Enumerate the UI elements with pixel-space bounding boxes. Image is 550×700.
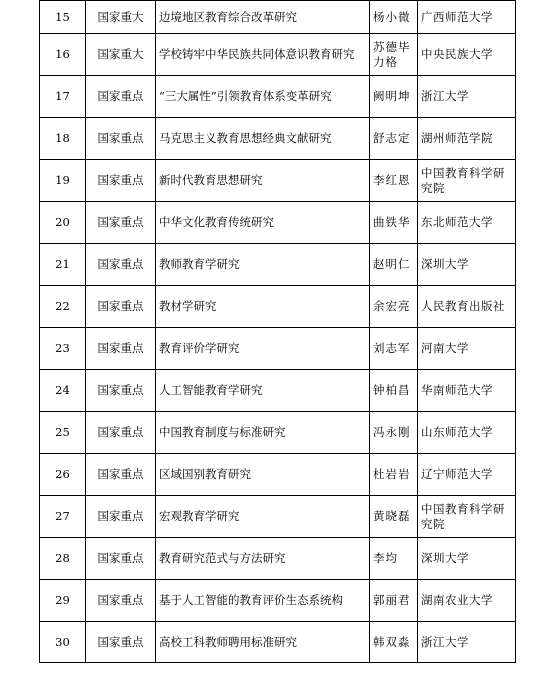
row-number: 22	[40, 286, 86, 328]
table-row	[40, 454, 516, 496]
table-row	[40, 202, 516, 244]
institution: 辽宁师范大学	[418, 454, 516, 496]
institution: 湖州师范学院	[418, 118, 516, 160]
row-number: 19	[40, 160, 86, 202]
project-type: 国家重点	[86, 202, 156, 244]
project-title: 教育评价学研究	[156, 328, 370, 370]
principal-investigator: 黄晓磊	[370, 496, 418, 538]
project-title: 基于人工智能的教育评价生态系统构	[156, 580, 370, 622]
row-number: 15	[40, 1, 86, 34]
table-row	[40, 538, 516, 580]
row-number: 24	[40, 370, 86, 412]
row-number: 30	[40, 622, 86, 663]
table-row	[40, 160, 516, 202]
table-row	[40, 580, 516, 622]
project-title: 高校工科教师聘用标准研究	[156, 622, 370, 663]
row-number: 27	[40, 496, 86, 538]
row-number: 20	[40, 202, 86, 244]
table-row	[40, 370, 516, 412]
institution: 华南师范大学	[418, 370, 516, 412]
table-row	[40, 412, 516, 454]
principal-investigator: 李红恩	[370, 160, 418, 202]
table-row	[40, 76, 516, 118]
project-title: 边境地区教育综合改革研究	[156, 1, 370, 34]
project-title: “三大属性”引领教育体系变革研究	[156, 76, 370, 118]
project-title: 中华文化教育传统研究	[156, 202, 370, 244]
principal-investigator: 余宏亮	[370, 286, 418, 328]
principal-investigator: 苏德毕力格	[370, 34, 418, 76]
table-row	[40, 286, 516, 328]
project-title: 中国教育制度与标准研究	[156, 412, 370, 454]
institution: 东北师范大学	[418, 202, 516, 244]
row-number: 18	[40, 118, 86, 160]
principal-investigator: 冯永刚	[370, 412, 418, 454]
project-type: 国家重点	[86, 538, 156, 580]
project-type: 国家重点	[86, 370, 156, 412]
institution: 浙江大学	[418, 76, 516, 118]
row-number: 16	[40, 34, 86, 76]
project-type: 国家重点	[86, 244, 156, 286]
row-number: 21	[40, 244, 86, 286]
institution: 中国教育科学研究院	[418, 496, 516, 538]
row-number: 29	[40, 580, 86, 622]
principal-investigator: 舒志定	[370, 118, 418, 160]
principal-investigator: 李均	[370, 538, 418, 580]
institution: 中国教育科学研究院	[418, 160, 516, 202]
project-type: 国家重点	[86, 118, 156, 160]
institution: 深圳大学	[418, 538, 516, 580]
table-row	[40, 496, 516, 538]
project-type: 国家重点	[86, 580, 156, 622]
table-row	[40, 34, 516, 76]
project-title: 教育研究范式与方法研究	[156, 538, 370, 580]
table-row	[40, 1, 516, 34]
project-type: 国家重点	[86, 622, 156, 663]
project-title: 宏观教育学研究	[156, 496, 370, 538]
institution: 山东师范大学	[418, 412, 516, 454]
row-number: 26	[40, 454, 86, 496]
project-type: 国家重点	[86, 454, 156, 496]
project-title: 人工智能教育学研究	[156, 370, 370, 412]
row-number: 28	[40, 538, 86, 580]
principal-investigator: 钟柏昌	[370, 370, 418, 412]
project-title: 新时代教育思想研究	[156, 160, 370, 202]
principal-investigator: 杜岩岩	[370, 454, 418, 496]
institution: 中央民族大学	[418, 34, 516, 76]
project-title: 学校铸牢中华民族共同体意识教育研究	[156, 34, 370, 76]
project-type: 国家重大	[86, 1, 156, 34]
project-type: 国家重点	[86, 76, 156, 118]
principal-investigator: 杨小微	[370, 1, 418, 34]
project-type: 国家重大	[86, 34, 156, 76]
principal-investigator: 刘志军	[370, 328, 418, 370]
project-type: 国家重点	[86, 160, 156, 202]
project-title: 教师教育学研究	[156, 244, 370, 286]
table-row	[40, 118, 516, 160]
row-number: 25	[40, 412, 86, 454]
table-row	[40, 244, 516, 286]
principal-investigator: 曲铁华	[370, 202, 418, 244]
table-row	[40, 328, 516, 370]
project-table	[39, 0, 516, 663]
principal-investigator: 赵明仁	[370, 244, 418, 286]
project-title: 区域国别教育研究	[156, 454, 370, 496]
institution: 广西师范大学	[418, 1, 516, 34]
project-type: 国家重点	[86, 328, 156, 370]
project-title: 教材学研究	[156, 286, 370, 328]
institution: 深圳大学	[418, 244, 516, 286]
project-type: 国家重点	[86, 286, 156, 328]
principal-investigator: 郭丽君	[370, 580, 418, 622]
project-type: 国家重点	[86, 412, 156, 454]
row-number: 17	[40, 76, 86, 118]
project-type: 国家重点	[86, 496, 156, 538]
project-title: 马克思主义教育思想经典文献研究	[156, 118, 370, 160]
institution: 河南大学	[418, 328, 516, 370]
principal-investigator: 韩双淼	[370, 622, 418, 663]
principal-investigator: 阙明坤	[370, 76, 418, 118]
table-row	[40, 622, 516, 663]
institution: 湖南农业大学	[418, 580, 516, 622]
institution: 人民教育出版社	[418, 286, 516, 328]
row-number: 23	[40, 328, 86, 370]
institution: 浙江大学	[418, 622, 516, 663]
